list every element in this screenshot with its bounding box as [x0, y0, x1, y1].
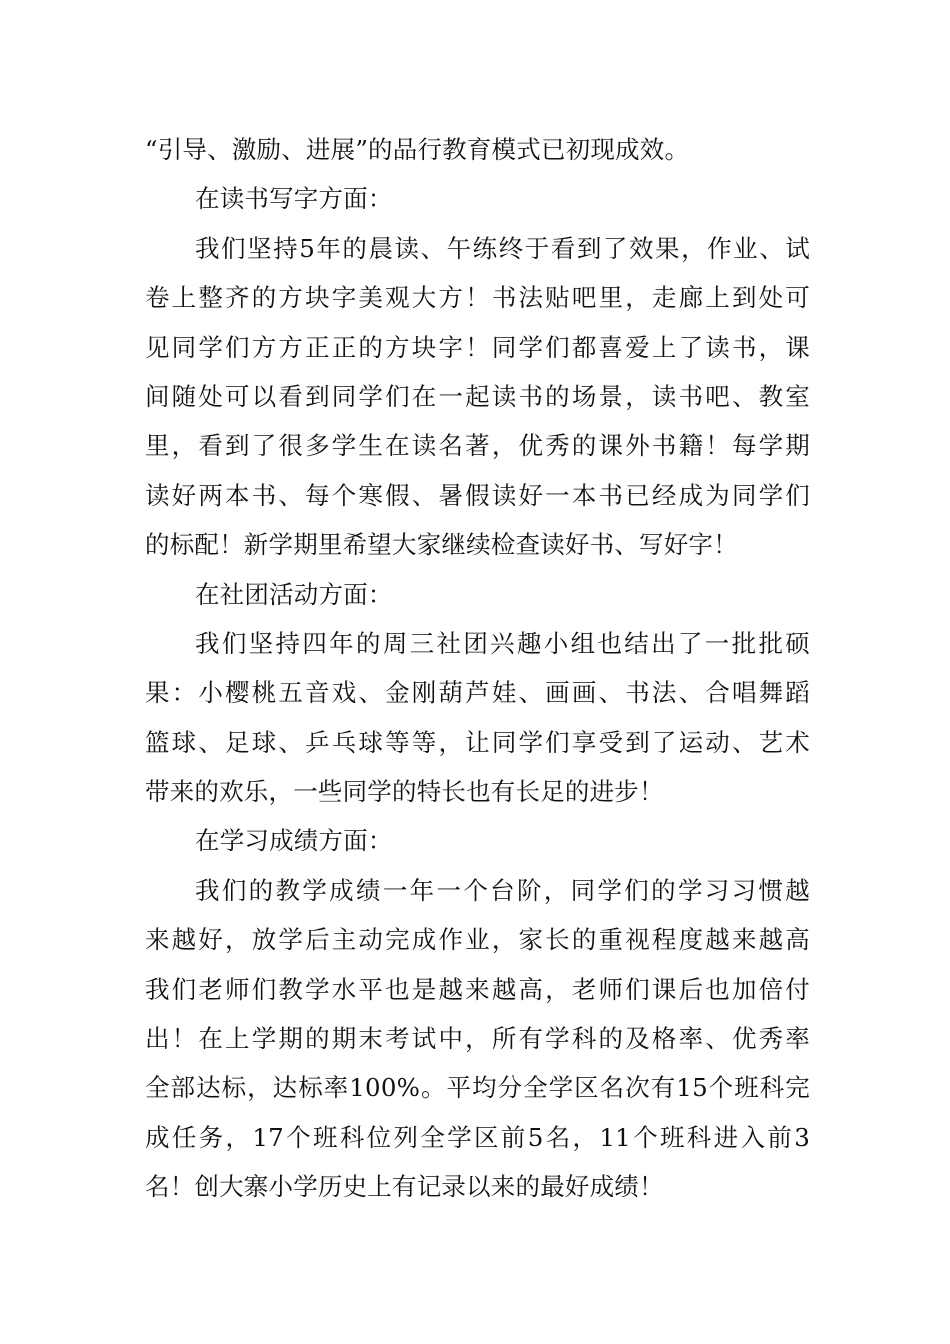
text-line: 读好两本书、每个寒假、暑假读好一本书已经成为同学们 — [145, 480, 810, 510]
text-line: 卷上整齐的方块字美观大方！书法贴吧里，走廊上到处可 — [145, 283, 810, 313]
text-line: “引导、激励、进展”的品行教育模式已初现成效。 — [145, 135, 690, 164]
text-line: 名！创大寨小学历史上有记录以来的最好成绩！ — [145, 1172, 664, 1202]
text-line: 我们坚持四年的周三社团兴趣小组也结出了一批批硕 — [195, 628, 810, 658]
text-line: 成任务，17个班科位列全学区前5名，11个班科进入前3 — [145, 1122, 810, 1152]
text-line: 在社团活动方面： — [195, 579, 393, 609]
text-line: 出！在上学期的期末考试中，所有学科的及格率、优秀率 — [145, 1024, 810, 1054]
text-line: 见同学们方方正正的方块字！同学们都喜爱上了读书，课 — [145, 332, 810, 362]
text-line: 的标配！新学期里希望大家继续检查读好书、写好字！ — [145, 530, 738, 560]
text-line: 我们坚持5年的晨读、午练终于看到了效果，作业、试 — [195, 233, 810, 263]
text-line: 果：小樱桃五音戏、金刚葫芦娃、画画、书法、合唱舞蹈 — [145, 678, 810, 708]
text-line: 我们的教学成绩一年一个台阶，同学们的学习习惯越 — [195, 875, 810, 905]
text-line: 篮球、足球、乒乓球等等，让同学们享受到了运动、艺术 — [145, 727, 810, 757]
document-body — [145, 125, 810, 1212]
text-line: 来越好，放学后主动完成作业，家长的重视程度越来越高 — [145, 925, 810, 955]
text-line: 间随处可以看到同学们在一起读书的场景，读书吧、教室 — [145, 381, 810, 411]
text-line: 在学习成绩方面： — [195, 826, 393, 856]
text-line: 我们老师们教学水平也是越来越高，老师们课后也加倍付 — [145, 974, 810, 1004]
text-line: 带来的欢乐，一些同学的特长也有长足的进步！ — [145, 777, 664, 807]
text-line: 里，看到了很多学生在读名著，优秀的课外书籍！每学期 — [145, 431, 810, 461]
text-line: 全部达标，达标率100%。平均分全学区名次有15个班科完 — [145, 1073, 810, 1103]
text-line: 在读书写字方面： — [195, 184, 393, 214]
